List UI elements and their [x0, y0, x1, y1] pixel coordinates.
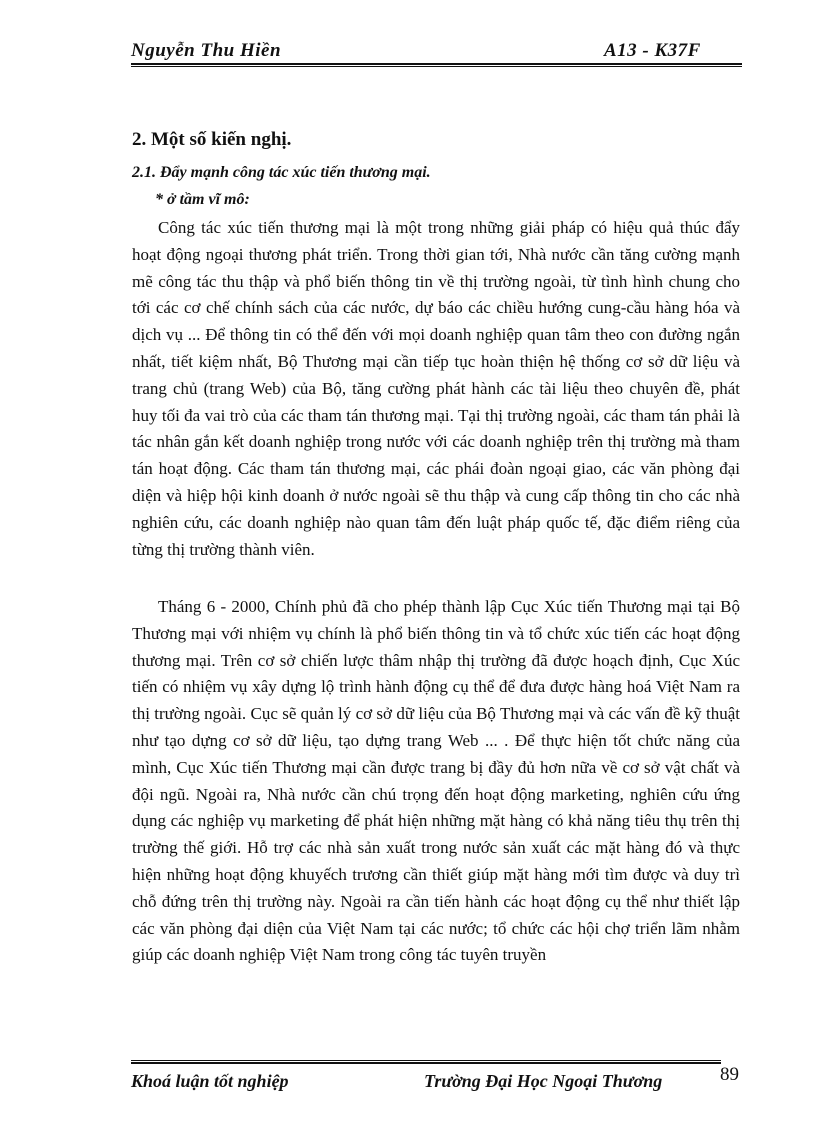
footer-thesis-label: Khoá luận tốt nghiệp — [131, 1071, 289, 1091]
paragraph-2: Tháng 6 - 2000, Chính phủ đã cho phép thành lập Cục Xúc tiến Thương mại tại Bộ Thương mại với nhiệm vụ chính là phổ biến thông tin và tổ chức xúc tiến các hoạt động thương mại. Trên cơ sở chiến lược thâm nhập thị trường đã được hoạch định, Cục Xúc tiến có nhiệm vụ xây dựng lộ trình hành động cụ thể để đưa được hàng hoá Việt Nam ra thị trường ngoài. Cục sẽ quản lý cơ sở dữ liệu của Bộ Thương mại và các vấn đề kỹ thuật như tạo dựng cơ sở dữ liệu, tạo dựng trang Web ... . Để thực hiện tốt chức năng của mình, Cục Xúc tiến Thương mại cần được trang bị đầy đủ hơn nữa về cơ sở vật chất và đội ngũ. Ngoài ra, Nhà nước cần chú trọng đến hoạt động marketing, nghiên cứu ứng dụng các nghiệp vụ marketing để phát hiện những mặt hàng có khả năng tiêu thụ trên thị trường thế giới. Hỗ trợ các nhà sản xuất trong nước sản xuất các mặt hàng đó và thực hiện những hoạt động khuyếch trương cần thiết giúp mặt hàng mới tìm được và duy trì chỗ đứng trên thị trường này. Ngoài ra cần tiến hành các hoạt động cụ thể như thiết lập các văn phòng đại diện của Việt Nam tại các nước; tổ chức các hội chợ triển lãm nhằm giúp các doanh nghiệp Việt Nam trong công tác tuyên truyền — [132, 597, 740, 965]
paragraph-1: Công tác xúc tiến thương mại là một trong những giải pháp có hiệu quả thúc đẩy hoạt động ngoại thương phát triển. Trong thời gian tới, Nhà nước cần tăng cường mạnh mẽ công tác thu thập và phổ biến thông tin về thị trường ngoài, từ tình hình chung cho tới các cơ chế chính sách của các nước, dự báo các chiều hướng cung-cầu hàng hóa và dịch vụ ... Để thông tin có thể đến với mọi doanh nghiệp quan tâm theo con đường ngắn nhất, tiết kiệm nhất, Bộ Thương mại cần tiếp tục hoàn thiện hệ thống cơ sở dữ liệu và trang chủ (trang Web) của Bộ, tăng cường phát hành các tài liệu theo chuyên đề, phát huy tối đa vai trò của các tham tán thương mại. Tại thị trường ngoài, các tham tán phải là tác nhân gắn kết doanh nghiệp trong nước với các doanh nghiệp trên thị trường mà tham tán hoạt động. Các tham tán thương mại, các phái đoàn ngoại giao, các văn phòng đại diện và hiệp hội kinh doanh ở nước ngoài sẽ thu thập và cung cấp thông tin cho các nhà nghiên cứu, các doanh nghiệp nào quan tâm đến luật pháp quốc tế, đặc điểm riêng của từng thị trường thành viên. — [132, 218, 740, 559]
footer-university: Trường Đại Học Ngoại Thương — [424, 1071, 663, 1091]
header-class-code: A13 - K37F — [604, 40, 701, 61]
footer-rule — [131, 1062, 721, 1064]
subsection-heading: 2.1. Đẩy mạnh công tác xúc tiến thương mại. — [132, 164, 431, 181]
section-heading: 2. Một số kiến nghị. — [132, 129, 292, 150]
header-rule-thin — [131, 66, 742, 67]
header-author: Nguyễn Thu Hiền — [131, 40, 282, 61]
header-rule — [131, 63, 742, 65]
level-heading: * ở tầm vĩ mô: — [155, 191, 250, 208]
page-number: 89 — [720, 1064, 739, 1085]
footer-rule-thin — [131, 1060, 721, 1061]
